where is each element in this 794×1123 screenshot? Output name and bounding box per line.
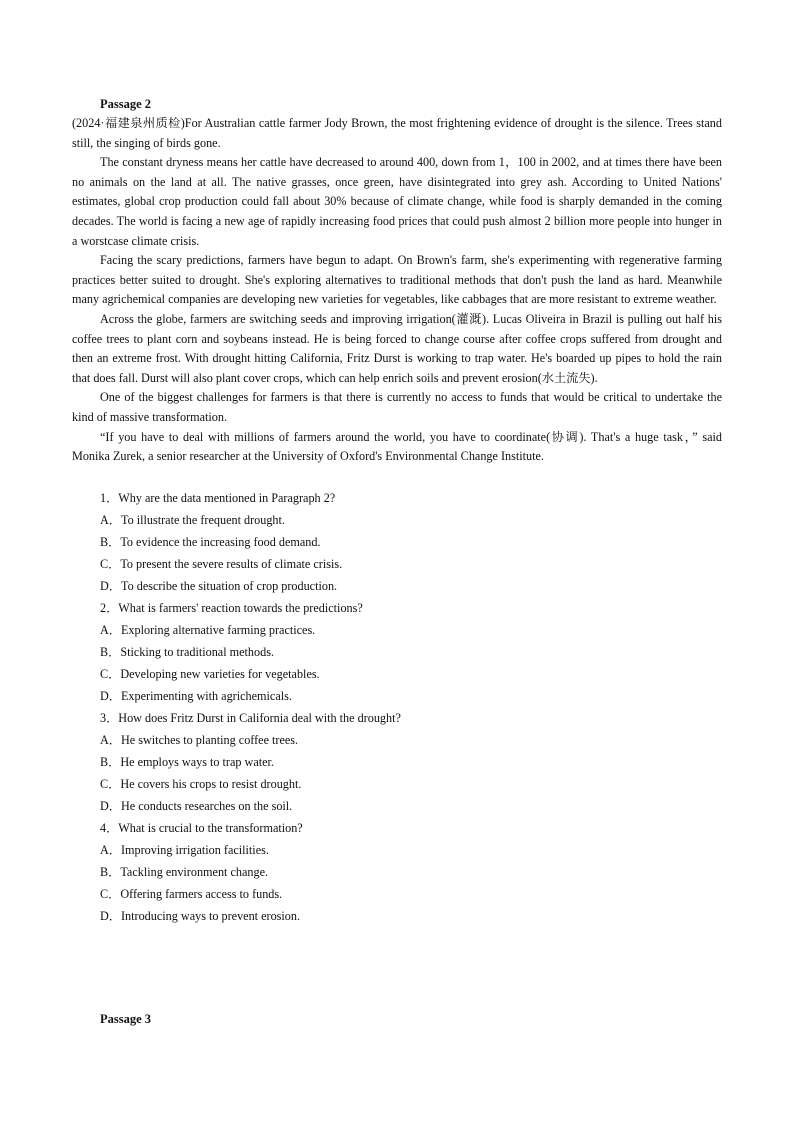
question-1 xyxy=(72,487,722,597)
option-c: C．To present the severe results of climate crisis. xyxy=(100,556,343,571)
paragraph-1: (2024·福建泉州质检)For Australian cattle farmer Jody Brown, the most frightening evidence of drought is the silence. Trees stand still, the singing of birds gone. xyxy=(72,116,722,150)
option-d: D．To describe the situation of crop production. xyxy=(100,578,338,593)
passage-heading: Passage 2 xyxy=(100,97,152,111)
question-list xyxy=(72,487,722,927)
question-stem: 3．How does Fritz Durst in California deal with the drought? xyxy=(100,710,401,725)
option-b: B．To evidence the increasing food demand. xyxy=(100,534,321,549)
option-d: D．Experimenting with agrichemicals. xyxy=(100,688,292,703)
option-c: C．He covers his crops to resist drought. xyxy=(100,776,302,791)
passage-3-heading: Passage 3 xyxy=(100,1012,152,1026)
paragraph-3: Facing the scary predictions, farmers have begun to adapt. On Brown's farm, she's experimenting with regenerative farming practices better suited to drought. She's exploring alternatives to traditional methods that don't push the land as hard. Meanwhile many agrichemical companies are developing new varieties for vegetables, like cabbages that are more resistant to extreme weather. xyxy=(72,253,722,307)
option-d: D．He conducts researches on the soil. xyxy=(100,798,293,813)
paragraph-5: One of the biggest challenges for farmers is that there is currently no access to funds that would be critical to undertake the kind of massive transformation. xyxy=(72,390,722,424)
question-3 xyxy=(72,707,722,817)
option-b: B．He employs ways to trap water. xyxy=(100,754,274,769)
option-c: C．Offering farmers access to funds. xyxy=(100,886,283,901)
question-4 xyxy=(72,817,722,927)
question-stem: 1．Why are the data mentioned in Paragraph 2? xyxy=(100,490,336,505)
option-d: D．Introducing ways to prevent erosion. xyxy=(100,908,301,923)
option-a: A．Improving irrigation facilities. xyxy=(100,842,269,857)
question-stem: 4．What is crucial to the transformation? xyxy=(100,820,303,835)
option-a: A．To illustrate the frequent drought. xyxy=(100,512,285,527)
option-b: B．Tackling environment change. xyxy=(100,864,269,879)
option-a: A．Exploring alternative farming practices. xyxy=(100,622,316,637)
paragraph-2: The constant dryness means her cattle have decreased to around 400, down from 1，100 in 2002, and at times there have been no animals on the land at all. The native grasses, once green, have disintegrated into grey ash. According to United Nations' estimates, global crop production could fall about 30% because of climate change, while food is sharply demanded in the coming decades. The world is facing a new age of rapidly increasing food prices that could push almost 2 billion more people into hunger in a worstcase climate crisis. xyxy=(72,155,722,248)
passage-2 xyxy=(72,94,722,927)
question-stem: 2．What is farmers' reaction towards the predictions? xyxy=(100,600,363,615)
option-b: B．Sticking to traditional methods. xyxy=(100,644,274,659)
option-c: C．Developing new varieties for vegetables. xyxy=(100,666,320,681)
option-a: A．He switches to planting coffee trees. xyxy=(100,732,299,747)
paragraph-4: Across the globe, farmers are switching seeds and improving irrigation(灌溉). Lucas Oliveira in Brazil is pulling out half his coffee trees to plant corn and soybeans instead. He is being forced to change course after coffee crops suffered from drought and then an extreme frost. With drought hitting California, Fritz Durst is working to trap water. He's boarded up pipes to hold the rain that does fall. Durst will also plant cover crops, which can help enrich soils and prevent erosion(水土流失). xyxy=(72,311,722,385)
question-2 xyxy=(72,597,722,707)
paragraph-6: “If you have to deal with millions of farmers around the world, you have to coordinate(协调). That's a huge task，” said Monika Zurek, a senior researcher at the University of Oxford's Environmental Change Institute. xyxy=(72,429,722,464)
